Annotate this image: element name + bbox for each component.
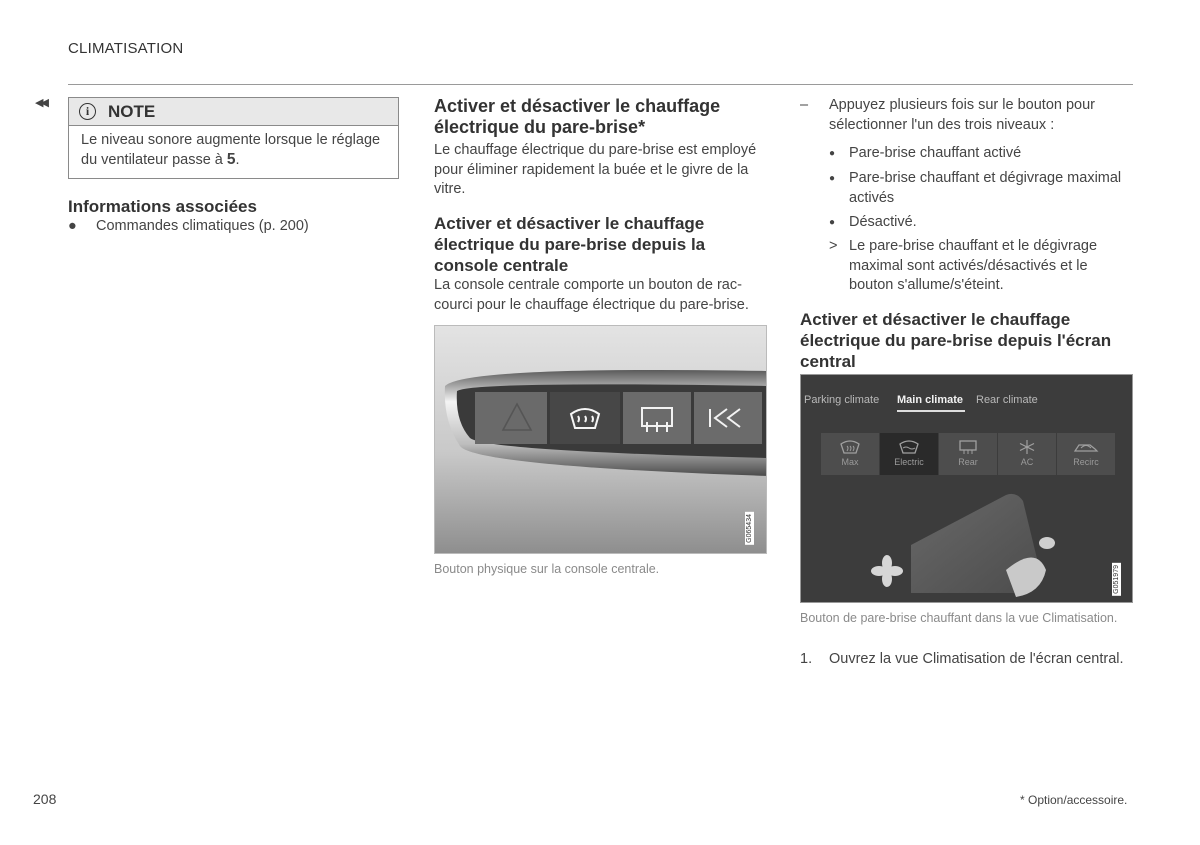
climate-screen-image: [800, 374, 1133, 603]
recirc-button[interactable]: Recirc: [1057, 433, 1115, 475]
result-item: > Le pare-brise chauffant et le dégivrage maximal sont activés/désactivés et le bouton s'allume/s'éteint.: [829, 237, 1133, 296]
console-subheading: Activer et désactiver le chauffage électrique du pare-brise depuis la console centrale: [434, 214, 706, 275]
console-body-text: La console centrale comporte un bouton de raccourci pour le chauffage électrique du pare-brise.: [434, 277, 749, 313]
step-instruction: – Appuyez plusieurs fois sur le bouton pour sélectionner l'un des trois niveaux :: [800, 96, 1133, 135]
note-box: [68, 97, 399, 179]
main-section-heading: Activer et désactiver le chauffage électrique du pare-brise*: [434, 96, 721, 137]
windshield-heat-icon: [898, 439, 920, 455]
seat-fan-illustration: [801, 475, 1133, 603]
double-chevron-left-icon[interactable]: ◀◀: [35, 97, 46, 109]
result-marker: >: [829, 238, 838, 254]
section-intro-text: Le chauffage électrique du pare-brise est employé pour éliminer rapidement la buée et le givre de la vitre.: [434, 142, 757, 197]
numbered-step: 1. Ouvrez la vue Climatisation de l'écran central.: [800, 650, 1133, 670]
bullet-marker: ●: [829, 148, 836, 159]
dash-marker: –: [800, 97, 809, 113]
tab-parking-climate[interactable]: Parking climate: [804, 394, 880, 406]
level-item: ● Pare-brise chauffant et dégivrage maximal activés: [829, 169, 1133, 208]
console-image-caption: Bouton physique sur la console centrale.: [434, 562, 660, 576]
snowflake-icon: [1016, 439, 1038, 455]
related-link-text[interactable]: Commandes climatiques (p. 200): [96, 218, 309, 234]
bullet-marker: ●: [68, 218, 77, 234]
note-title: NOTE: [108, 101, 156, 121]
image-code: G051979: [1113, 565, 1120, 594]
level-item: ● Désactivé.: [829, 213, 1133, 233]
image-code: G065434: [746, 514, 753, 543]
console-button-illustration: [435, 326, 767, 554]
level-item: ● Pare-brise chauffant activé: [829, 144, 1133, 164]
header-divider: [68, 84, 1133, 85]
tab-main-climate[interactable]: Main climate: [897, 394, 964, 406]
screen-subheading: Activer et désactiver le chauffage électrique du pare-brise depuis l'écran central: [800, 310, 1112, 371]
rear-defrost-icon: [957, 439, 979, 455]
console-button-image: [434, 325, 767, 554]
note-body: Le niveau sonore augmente lorsque le réglage du ventilateur passe à 5.: [81, 132, 381, 168]
step-number: 1.: [800, 651, 813, 667]
page-number: 208: [33, 791, 57, 807]
related-info-heading: Informations associées: [68, 197, 257, 216]
page-header-title: CLIMATISATION: [68, 40, 184, 57]
tab-rear-climate[interactable]: Rear climate: [976, 394, 1038, 406]
note-value: 5: [226, 151, 236, 168]
rear-defrost-button[interactable]: Rear: [939, 433, 997, 475]
note-header: [69, 98, 398, 126]
bullet-marker: ●: [829, 173, 836, 184]
info-icon: i: [79, 103, 96, 120]
bullet-marker: ●: [829, 217, 836, 228]
related-link-item[interactable]: [68, 217, 399, 237]
ac-button[interactable]: AC: [998, 433, 1056, 475]
active-tab-underline: [897, 410, 965, 412]
electric-windshield-button[interactable]: Electric: [880, 433, 938, 475]
recirculation-icon: [1073, 439, 1099, 455]
max-defrost-button[interactable]: Max: [821, 433, 879, 475]
screen-image-caption: Bouton de pare-brise chauffant dans la vue Climatisation.: [800, 611, 1118, 625]
footnote: * Option/accessoire.: [1020, 793, 1128, 807]
max-defrost-icon: [839, 439, 861, 455]
